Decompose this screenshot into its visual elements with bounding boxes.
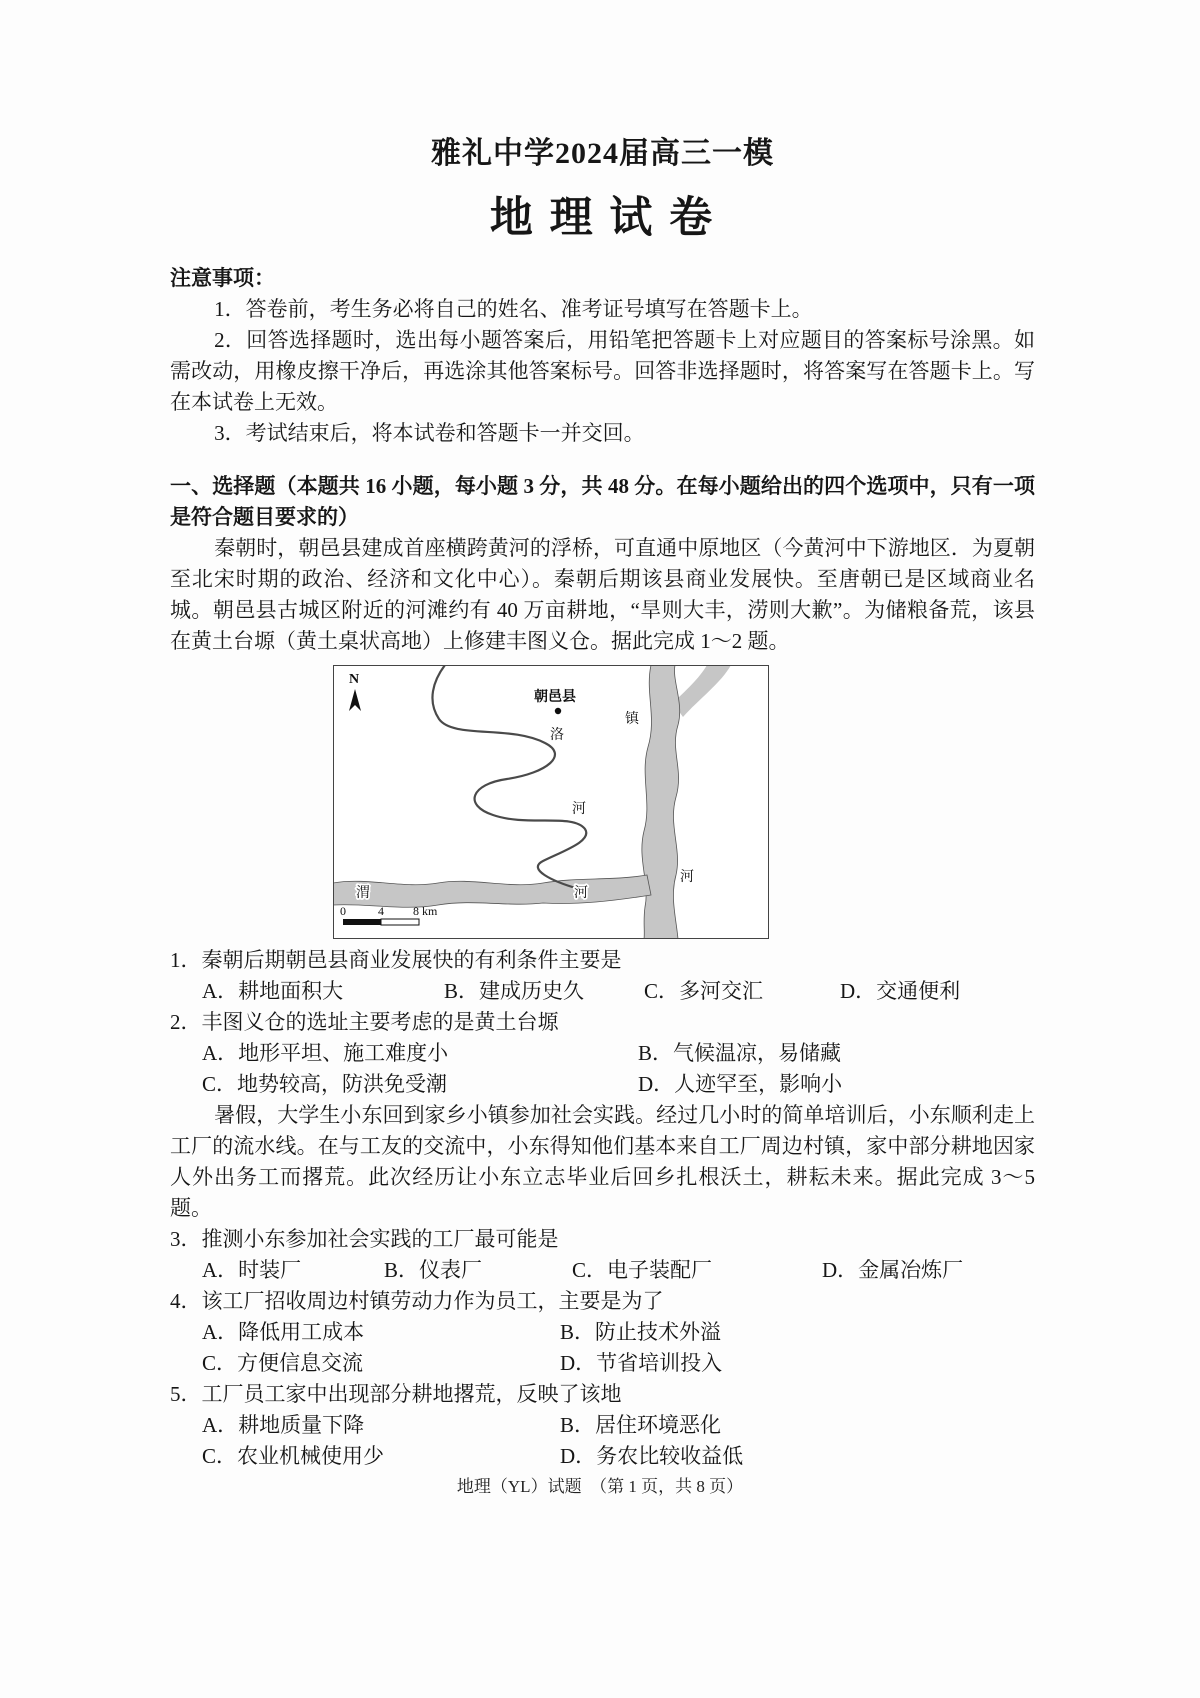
page-footer: 地理（YL）试题 （第 1 页，共 8 页） (456, 1477, 744, 1496)
exam-subject-title: 地 理 试 卷 (489, 195, 716, 242)
notice-item-1: 1．答卷前，考生务必将自己的姓名、准考证号填写在答题卡上。 (214, 297, 813, 321)
question-4-options (170, 1317, 1035, 1379)
question-1-option-d: D．交通便利 (840, 979, 961, 1003)
question-5-option-b: B．居住环境恶化 (560, 1413, 722, 1437)
passage-2: 暑假，大学生小东回到家乡小镇参加社会实践。经过几小时的简单培训后，小东顺利走上工厂的流水线。在与工友的交流中，小东得知他们基本来自工厂周边村镇，家中部分耕地因家人外出务工而撂荒。此次经历让小东立志毕业后回乡扎根沃土，耕耘未来。据此完成 3～5 题。 (170, 1103, 1035, 1220)
city-dot (555, 708, 561, 714)
question-2-option-c: C．地势较高，防洪免受潮 (202, 1072, 448, 1096)
north-arrow-glyph (349, 689, 361, 711)
question-2 (170, 1007, 1035, 1100)
luo-river-label-1: 洛 (550, 728, 564, 743)
question-1-option-b: B．建成历史久 (444, 979, 585, 1003)
question-4-option-d: D．节省培训投入 (560, 1351, 723, 1375)
question-2-option-b: B．气候温凉，易储藏 (638, 1041, 842, 1065)
question-1-option-c: C．多河交汇 (644, 979, 764, 1003)
question-4-option-c: C．方便信息交流 (202, 1351, 364, 1375)
notice-section (170, 263, 1035, 449)
question-4-option-a: A．降低用工成本 (202, 1320, 365, 1344)
city-label: 朝邑县 (534, 690, 576, 705)
map-figure (333, 665, 1035, 939)
question-2-stem: 2．丰图义仓的选址主要考虑的是黄土台塬 (170, 1010, 559, 1034)
scale-label-4: 4 (378, 904, 384, 918)
question-3 (170, 1224, 1035, 1286)
question-1 (170, 945, 1035, 1007)
scale-label-0: 0 (340, 904, 346, 918)
passage-1: 秦朝时，朝邑县建成首座横跨黄河的浮桥，可直通中原地区（今黄河中下游地区．为夏朝至北宋时期的政治、经济和文化中心）。秦朝后期该县商业发展快。至唐朝已是区域商业名城。朝邑县古城区附近的河滩约有 40 万亩耕地，“旱则大丰，涝则大歉”。为储粮备荒，该县在黄土台塬（黄土桌状高地）上修建丰图义仓。据此完成 1～2 题。 (170, 536, 1035, 653)
yellow-river-label: 河 (680, 870, 694, 885)
city-marker (534, 688, 576, 714)
section-heading: 一、选择题（本题共 16 小题，每小题 3 分，共 48 分。在每小题给出的四个选项中，只有一项是符合题目要求的） (170, 474, 1035, 529)
map-svg (333, 665, 769, 939)
notice-heading: 注意事项： (170, 266, 275, 290)
question-4-option-b: B．防止技术外溢 (560, 1320, 722, 1344)
question-5-options (170, 1410, 1035, 1472)
question-2-option-a: A．地形平坦、施工难度小 (202, 1041, 449, 1065)
question-3-option-b: B．仪表厂 (384, 1258, 483, 1282)
question-3-option-d: D．金属冶炼厂 (822, 1258, 964, 1282)
north-arrow (349, 672, 361, 711)
luo-river-label-2: 河 (572, 802, 586, 817)
question-3-option-a: A．时装厂 (202, 1258, 302, 1282)
question-5 (170, 1379, 1035, 1472)
question-3-options (170, 1255, 1035, 1286)
scale-label-8km: 8 km (413, 904, 438, 918)
question-5-stem: 5．工厂员工家中出现部分耕地撂荒，反映了该地 (170, 1382, 622, 1406)
wei-river-label-1: 渭 (356, 886, 370, 901)
scale-segment-black (343, 919, 381, 925)
question-4-stem: 4．该工厂招收周边村镇劳动力作为员工，主要是为了 (170, 1289, 664, 1313)
question-4 (170, 1286, 1035, 1379)
question-2-options (170, 1038, 1035, 1100)
notice-item-3: 3．考试结束后，将本试卷和答题卡一并交回。 (214, 421, 645, 445)
north-label: N (349, 672, 360, 687)
question-5-option-a: A．耕地质量下降 (202, 1413, 365, 1437)
town-label: 镇 (625, 712, 639, 727)
yellow-river-branch (673, 665, 731, 717)
scale-bar (340, 904, 438, 925)
question-1-option-a: A．耕地面积大 (202, 979, 344, 1003)
notice-item-2: 2．回答选择题时，选出每小题答案后，用铅笔把答题卡上对应题目的答案标号涂黑。如需改动，用橡皮擦干净后，再选涂其他答案标号。回答非选择题时，将答案写在答题卡上。写在本试卷上无效。 (170, 328, 1035, 414)
question-1-stem: 1．秦朝后期朝邑县商业发展快的有利条件主要是 (170, 948, 622, 972)
scale-segment-white (381, 919, 419, 925)
exam-title: 雅礼中学2024届高三一模 (431, 137, 774, 170)
question-2-option-d: D．人迹罕至，影响小 (638, 1072, 843, 1096)
question-1-options (170, 976, 1035, 1007)
yellow-river (642, 665, 680, 939)
wei-river (333, 875, 651, 907)
question-5-option-c: C．农业机械使用少 (202, 1444, 385, 1468)
wei-river-label-2: 河 (574, 886, 588, 901)
question-3-stem: 3．推测小东参加社会实践的工厂最可能是 (170, 1227, 559, 1251)
question-5-option-d: D．务农比较收益低 (560, 1444, 744, 1468)
question-3-option-c: C．电子装配厂 (572, 1258, 713, 1282)
